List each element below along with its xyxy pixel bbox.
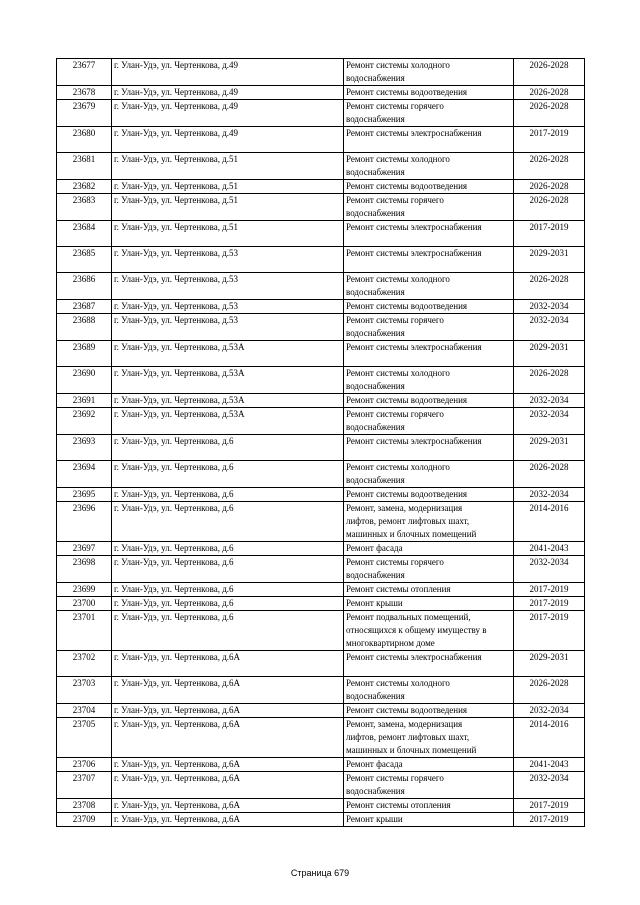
work-type-cell: [344, 100, 514, 127]
work-type-cell: [344, 556, 514, 583]
work-type-cell: [344, 435, 514, 461]
table-row: [57, 221, 585, 247]
work-type-line: Ремонт системы горячего: [346, 315, 444, 325]
work-type-line: водоснабжения: [346, 381, 405, 391]
work-type-cell: [344, 221, 514, 247]
row-id-cell: 23690: [57, 367, 112, 394]
work-type-line: Ремонт системы холодного: [346, 678, 450, 688]
row-id-cell: 23681: [57, 153, 112, 180]
years-cell: 2014-2016: [514, 718, 585, 758]
work-type-line: машинных и блочных помещений: [346, 745, 477, 755]
years-cell: 2032-2034: [514, 314, 585, 341]
work-type-line: Ремонт системы отопления: [346, 800, 451, 810]
work-type-line: водоснабжения: [346, 786, 405, 796]
address-cell: г. Улан-Удэ, ул. Чертенкова, д.6А: [112, 718, 344, 758]
work-type-line: водоснабжения: [346, 208, 405, 218]
work-type-line: Ремонт системы холодного: [346, 154, 450, 164]
address-cell: г. Улан-Удэ, ул. Чертенкова, д.51: [112, 153, 344, 180]
work-type-line: Ремонт системы электроснабжения: [346, 342, 482, 352]
work-type-line: Ремонт системы водоотведения: [346, 489, 468, 499]
address-cell: г. Улан-Удэ, ул. Чертенкова, д.49: [112, 127, 344, 153]
address-cell: г. Улан-Удэ, ул. Чертенкова, д.6: [112, 611, 344, 651]
table-row: [57, 59, 585, 86]
address-cell: г. Улан-Удэ, ул. Чертенкова, д.49: [112, 59, 344, 86]
work-type-line: Ремонт подвальных помещений,: [346, 612, 471, 622]
work-type-line: машинных и блочных помещений: [346, 529, 477, 539]
work-type-line: Ремонт, замена, модернизация: [346, 719, 463, 729]
work-type-line: Ремонт системы водоотведения: [346, 301, 468, 311]
table-row: [57, 758, 585, 772]
years-cell: 2026-2028: [514, 86, 585, 100]
row-id-cell: 23700: [57, 597, 112, 611]
address-cell: г. Улан-Удэ, ул. Чертенкова, д.53А: [112, 394, 344, 408]
work-type-line: Ремонт, замена, модернизация: [346, 503, 463, 513]
table-row: [57, 300, 585, 314]
table-row: [57, 813, 585, 827]
table-row: [57, 677, 585, 704]
work-type-cell: [344, 758, 514, 772]
address-cell: г. Улан-Удэ, ул. Чертенкова, д.6: [112, 435, 344, 461]
row-id-cell: 23689: [57, 341, 112, 367]
years-cell: 2026-2028: [514, 180, 585, 194]
years-cell: 2041-2043: [514, 542, 585, 556]
work-type-line: водоснабжения: [346, 114, 405, 124]
row-id-cell: 23682: [57, 180, 112, 194]
years-cell: 2032-2034: [514, 488, 585, 502]
work-type-cell: [344, 59, 514, 86]
work-type-line: многоквартирном доме: [346, 638, 435, 648]
work-type-line: относящихся к общему имуществу в: [346, 625, 487, 635]
address-cell: г. Улан-Удэ, ул. Чертенкова, д.6: [112, 461, 344, 488]
work-type-line: Ремонт системы горячего: [346, 195, 444, 205]
work-type-line: лифтов, ремонт лифтовых шахт,: [346, 516, 470, 526]
table-row: [57, 556, 585, 583]
address-cell: г. Улан-Удэ, ул. Чертенкова, д.6: [112, 583, 344, 597]
table-row: [57, 461, 585, 488]
table-row: [57, 597, 585, 611]
repair-schedule-table: [56, 58, 585, 827]
work-type-line: Ремонт системы холодного: [346, 60, 450, 70]
years-cell: 2032-2034: [514, 772, 585, 799]
work-type-line: водоснабжения: [346, 422, 405, 432]
address-cell: г. Улан-Удэ, ул. Чертенкова, д.53А: [112, 367, 344, 394]
work-type-line: Ремонт фасада: [346, 543, 403, 553]
years-cell: 2032-2034: [514, 408, 585, 435]
table-row: [57, 180, 585, 194]
address-cell: г. Улан-Удэ, ул. Чертенкова, д.6А: [112, 651, 344, 677]
work-type-line: Ремонт системы электроснабжения: [346, 652, 482, 662]
work-type-cell: [344, 542, 514, 556]
years-cell: 2017-2019: [514, 611, 585, 651]
row-id-cell: 23683: [57, 194, 112, 221]
work-type-cell: [344, 651, 514, 677]
years-cell: 2026-2028: [514, 153, 585, 180]
row-id-cell: 23678: [57, 86, 112, 100]
years-cell: 2026-2028: [514, 194, 585, 221]
row-id-cell: 23701: [57, 611, 112, 651]
work-type-cell: [344, 772, 514, 799]
row-id-cell: 23684: [57, 221, 112, 247]
row-id-cell: 23699: [57, 583, 112, 597]
work-type-line: водоснабжения: [346, 691, 405, 701]
address-cell: г. Улан-Удэ, ул. Чертенкова, д.6А: [112, 799, 344, 813]
work-type-cell: [344, 502, 514, 542]
row-id-cell: 23707: [57, 772, 112, 799]
row-id-cell: 23693: [57, 435, 112, 461]
table-row: [57, 408, 585, 435]
row-id-cell: 23685: [57, 247, 112, 273]
work-type-cell: [344, 583, 514, 597]
work-type-cell: [344, 408, 514, 435]
years-cell: 2026-2028: [514, 461, 585, 488]
row-id-cell: 23706: [57, 758, 112, 772]
work-type-cell: [344, 611, 514, 651]
address-cell: г. Улан-Удэ, ул. Чертенкова, д.51: [112, 221, 344, 247]
table-row: [57, 100, 585, 127]
work-type-line: Ремонт системы холодного: [346, 368, 450, 378]
years-cell: 2026-2028: [514, 100, 585, 127]
work-type-line: Ремонт системы водоотведения: [346, 181, 468, 191]
table-row: [57, 314, 585, 341]
row-id-cell: 23687: [57, 300, 112, 314]
work-type-line: Ремонт системы горячего: [346, 101, 444, 111]
address-cell: г. Улан-Удэ, ул. Чертенкова, д.53: [112, 247, 344, 273]
years-cell: 2032-2034: [514, 704, 585, 718]
work-type-cell: [344, 394, 514, 408]
work-type-line: Ремонт системы электроснабжения: [346, 436, 482, 446]
work-type-cell: [344, 597, 514, 611]
row-id-cell: 23703: [57, 677, 112, 704]
work-type-line: Ремонт системы электроснабжения: [346, 248, 482, 258]
work-type-cell: [344, 127, 514, 153]
row-id-cell: 23705: [57, 718, 112, 758]
address-cell: г. Улан-Удэ, ул. Чертенкова, д.6А: [112, 772, 344, 799]
table-row: [57, 799, 585, 813]
work-type-cell: [344, 314, 514, 341]
work-type-cell: [344, 367, 514, 394]
work-type-cell: [344, 341, 514, 367]
years-cell: 2017-2019: [514, 127, 585, 153]
address-cell: г. Улан-Удэ, ул. Чертенкова, д.6А: [112, 704, 344, 718]
years-cell: 2029-2031: [514, 435, 585, 461]
work-type-line: Ремонт системы водоотведения: [346, 705, 468, 715]
work-type-cell: [344, 813, 514, 827]
years-cell: 2029-2031: [514, 651, 585, 677]
address-cell: г. Улан-Удэ, ул. Чертенкова, д.6А: [112, 758, 344, 772]
address-cell: г. Улан-Удэ, ул. Чертенкова, д.53: [112, 314, 344, 341]
row-id-cell: 23708: [57, 799, 112, 813]
table-row: [57, 611, 585, 651]
work-type-line: водоснабжения: [346, 570, 405, 580]
years-cell: 2014-2016: [514, 502, 585, 542]
years-cell: 2017-2019: [514, 597, 585, 611]
table-row: [57, 194, 585, 221]
work-type-line: Ремонт фасада: [346, 759, 403, 769]
work-type-cell: [344, 180, 514, 194]
table-row: [57, 86, 585, 100]
work-type-line: Ремонт системы холодного: [346, 274, 450, 284]
row-id-cell: 23709: [57, 813, 112, 827]
work-type-cell: [344, 273, 514, 300]
years-cell: 2032-2034: [514, 300, 585, 314]
address-cell: г. Улан-Удэ, ул. Чертенкова, д.6А: [112, 813, 344, 827]
work-type-line: Ремонт системы водоотведения: [346, 87, 468, 97]
table-row: [57, 542, 585, 556]
years-cell: 2026-2028: [514, 677, 585, 704]
table-row: [57, 583, 585, 597]
years-cell: 2017-2019: [514, 221, 585, 247]
years-cell: 2017-2019: [514, 799, 585, 813]
work-type-cell: [344, 194, 514, 221]
row-id-cell: 23697: [57, 542, 112, 556]
table-row: [57, 127, 585, 153]
address-cell: г. Улан-Удэ, ул. Чертенкова, д.53А: [112, 408, 344, 435]
work-type-cell: [344, 488, 514, 502]
work-type-line: Ремонт системы холодного: [346, 462, 450, 472]
row-id-cell: 23702: [57, 651, 112, 677]
address-cell: г. Улан-Удэ, ул. Чертенкова, д.6: [112, 488, 344, 502]
work-type-line: водоснабжения: [346, 287, 405, 297]
years-cell: 2032-2034: [514, 394, 585, 408]
table-row: [57, 341, 585, 367]
address-cell: г. Улан-Удэ, ул. Чертенкова, д.51: [112, 180, 344, 194]
work-type-cell: [344, 718, 514, 758]
row-id-cell: 23696: [57, 502, 112, 542]
table-row: [57, 718, 585, 758]
address-cell: г. Улан-Удэ, ул. Чертенкова, д.49: [112, 100, 344, 127]
row-id-cell: 23695: [57, 488, 112, 502]
address-cell: г. Улан-Удэ, ул. Чертенкова, д.6: [112, 556, 344, 583]
years-cell: 2026-2028: [514, 273, 585, 300]
work-type-cell: [344, 153, 514, 180]
work-type-cell: [344, 704, 514, 718]
work-type-line: Ремонт системы электроснабжения: [346, 128, 482, 138]
work-type-cell: [344, 799, 514, 813]
work-type-line: Ремонт системы горячего: [346, 409, 444, 419]
work-type-line: Ремонт системы отопления: [346, 584, 451, 594]
address-cell: г. Улан-Удэ, ул. Чертенкова, д.53: [112, 273, 344, 300]
table-row: [57, 704, 585, 718]
years-cell: 2026-2028: [514, 367, 585, 394]
address-cell: г. Улан-Удэ, ул. Чертенкова, д.6: [112, 502, 344, 542]
address-cell: г. Улан-Удэ, ул. Чертенкова, д.53: [112, 300, 344, 314]
row-id-cell: 23692: [57, 408, 112, 435]
work-type-line: водоснабжения: [346, 328, 405, 338]
address-cell: г. Улан-Удэ, ул. Чертенкова, д.49: [112, 86, 344, 100]
work-type-line: Ремонт системы водоотведения: [346, 395, 468, 405]
table-row: [57, 247, 585, 273]
row-id-cell: 23686: [57, 273, 112, 300]
years-cell: 2032-2034: [514, 556, 585, 583]
address-cell: г. Улан-Удэ, ул. Чертенкова, д.53А: [112, 341, 344, 367]
work-type-cell: [344, 677, 514, 704]
years-cell: 2041-2043: [514, 758, 585, 772]
table-row: [57, 502, 585, 542]
table-row: [57, 273, 585, 300]
work-type-line: Ремонт крыши: [346, 598, 403, 608]
table-row: [57, 488, 585, 502]
work-type-cell: [344, 247, 514, 273]
work-type-line: лифтов, ремонт лифтовых шахт,: [346, 732, 470, 742]
row-id-cell: 23704: [57, 704, 112, 718]
row-id-cell: 23677: [57, 59, 112, 86]
work-type-line: Ремонт системы горячего: [346, 773, 444, 783]
years-cell: 2026-2028: [514, 59, 585, 86]
address-cell: г. Улан-Удэ, ул. Чертенкова, д.6А: [112, 677, 344, 704]
row-id-cell: 23691: [57, 394, 112, 408]
page-number: Страница 679: [290, 868, 350, 878]
work-type-line: Ремонт крыши: [346, 814, 403, 824]
table-row: [57, 651, 585, 677]
table-row: [57, 394, 585, 408]
work-type-line: водоснабжения: [346, 167, 405, 177]
years-cell: 2017-2019: [514, 813, 585, 827]
row-id-cell: 23694: [57, 461, 112, 488]
work-type-cell: [344, 86, 514, 100]
years-cell: 2029-2031: [514, 247, 585, 273]
work-type-line: водоснабжения: [346, 73, 405, 83]
address-cell: г. Улан-Удэ, ул. Чертенкова, д.6: [112, 597, 344, 611]
table-row: [57, 153, 585, 180]
row-id-cell: 23679: [57, 100, 112, 127]
table-body: [57, 59, 585, 827]
table-row: [57, 772, 585, 799]
row-id-cell: 23698: [57, 556, 112, 583]
work-type-line: Ремонт системы горячего: [346, 557, 444, 567]
row-id-cell: 23688: [57, 314, 112, 341]
years-cell: 2017-2019: [514, 583, 585, 597]
work-type-cell: [344, 300, 514, 314]
table-row: [57, 435, 585, 461]
address-cell: г. Улан-Удэ, ул. Чертенкова, д.6: [112, 542, 344, 556]
work-type-line: Ремонт системы электроснабжения: [346, 222, 482, 232]
row-id-cell: 23680: [57, 127, 112, 153]
years-cell: 2029-2031: [514, 341, 585, 367]
work-type-line: водоснабжения: [346, 475, 405, 485]
address-cell: г. Улан-Удэ, ул. Чертенкова, д.51: [112, 194, 344, 221]
work-type-cell: [344, 461, 514, 488]
table-row: [57, 367, 585, 394]
